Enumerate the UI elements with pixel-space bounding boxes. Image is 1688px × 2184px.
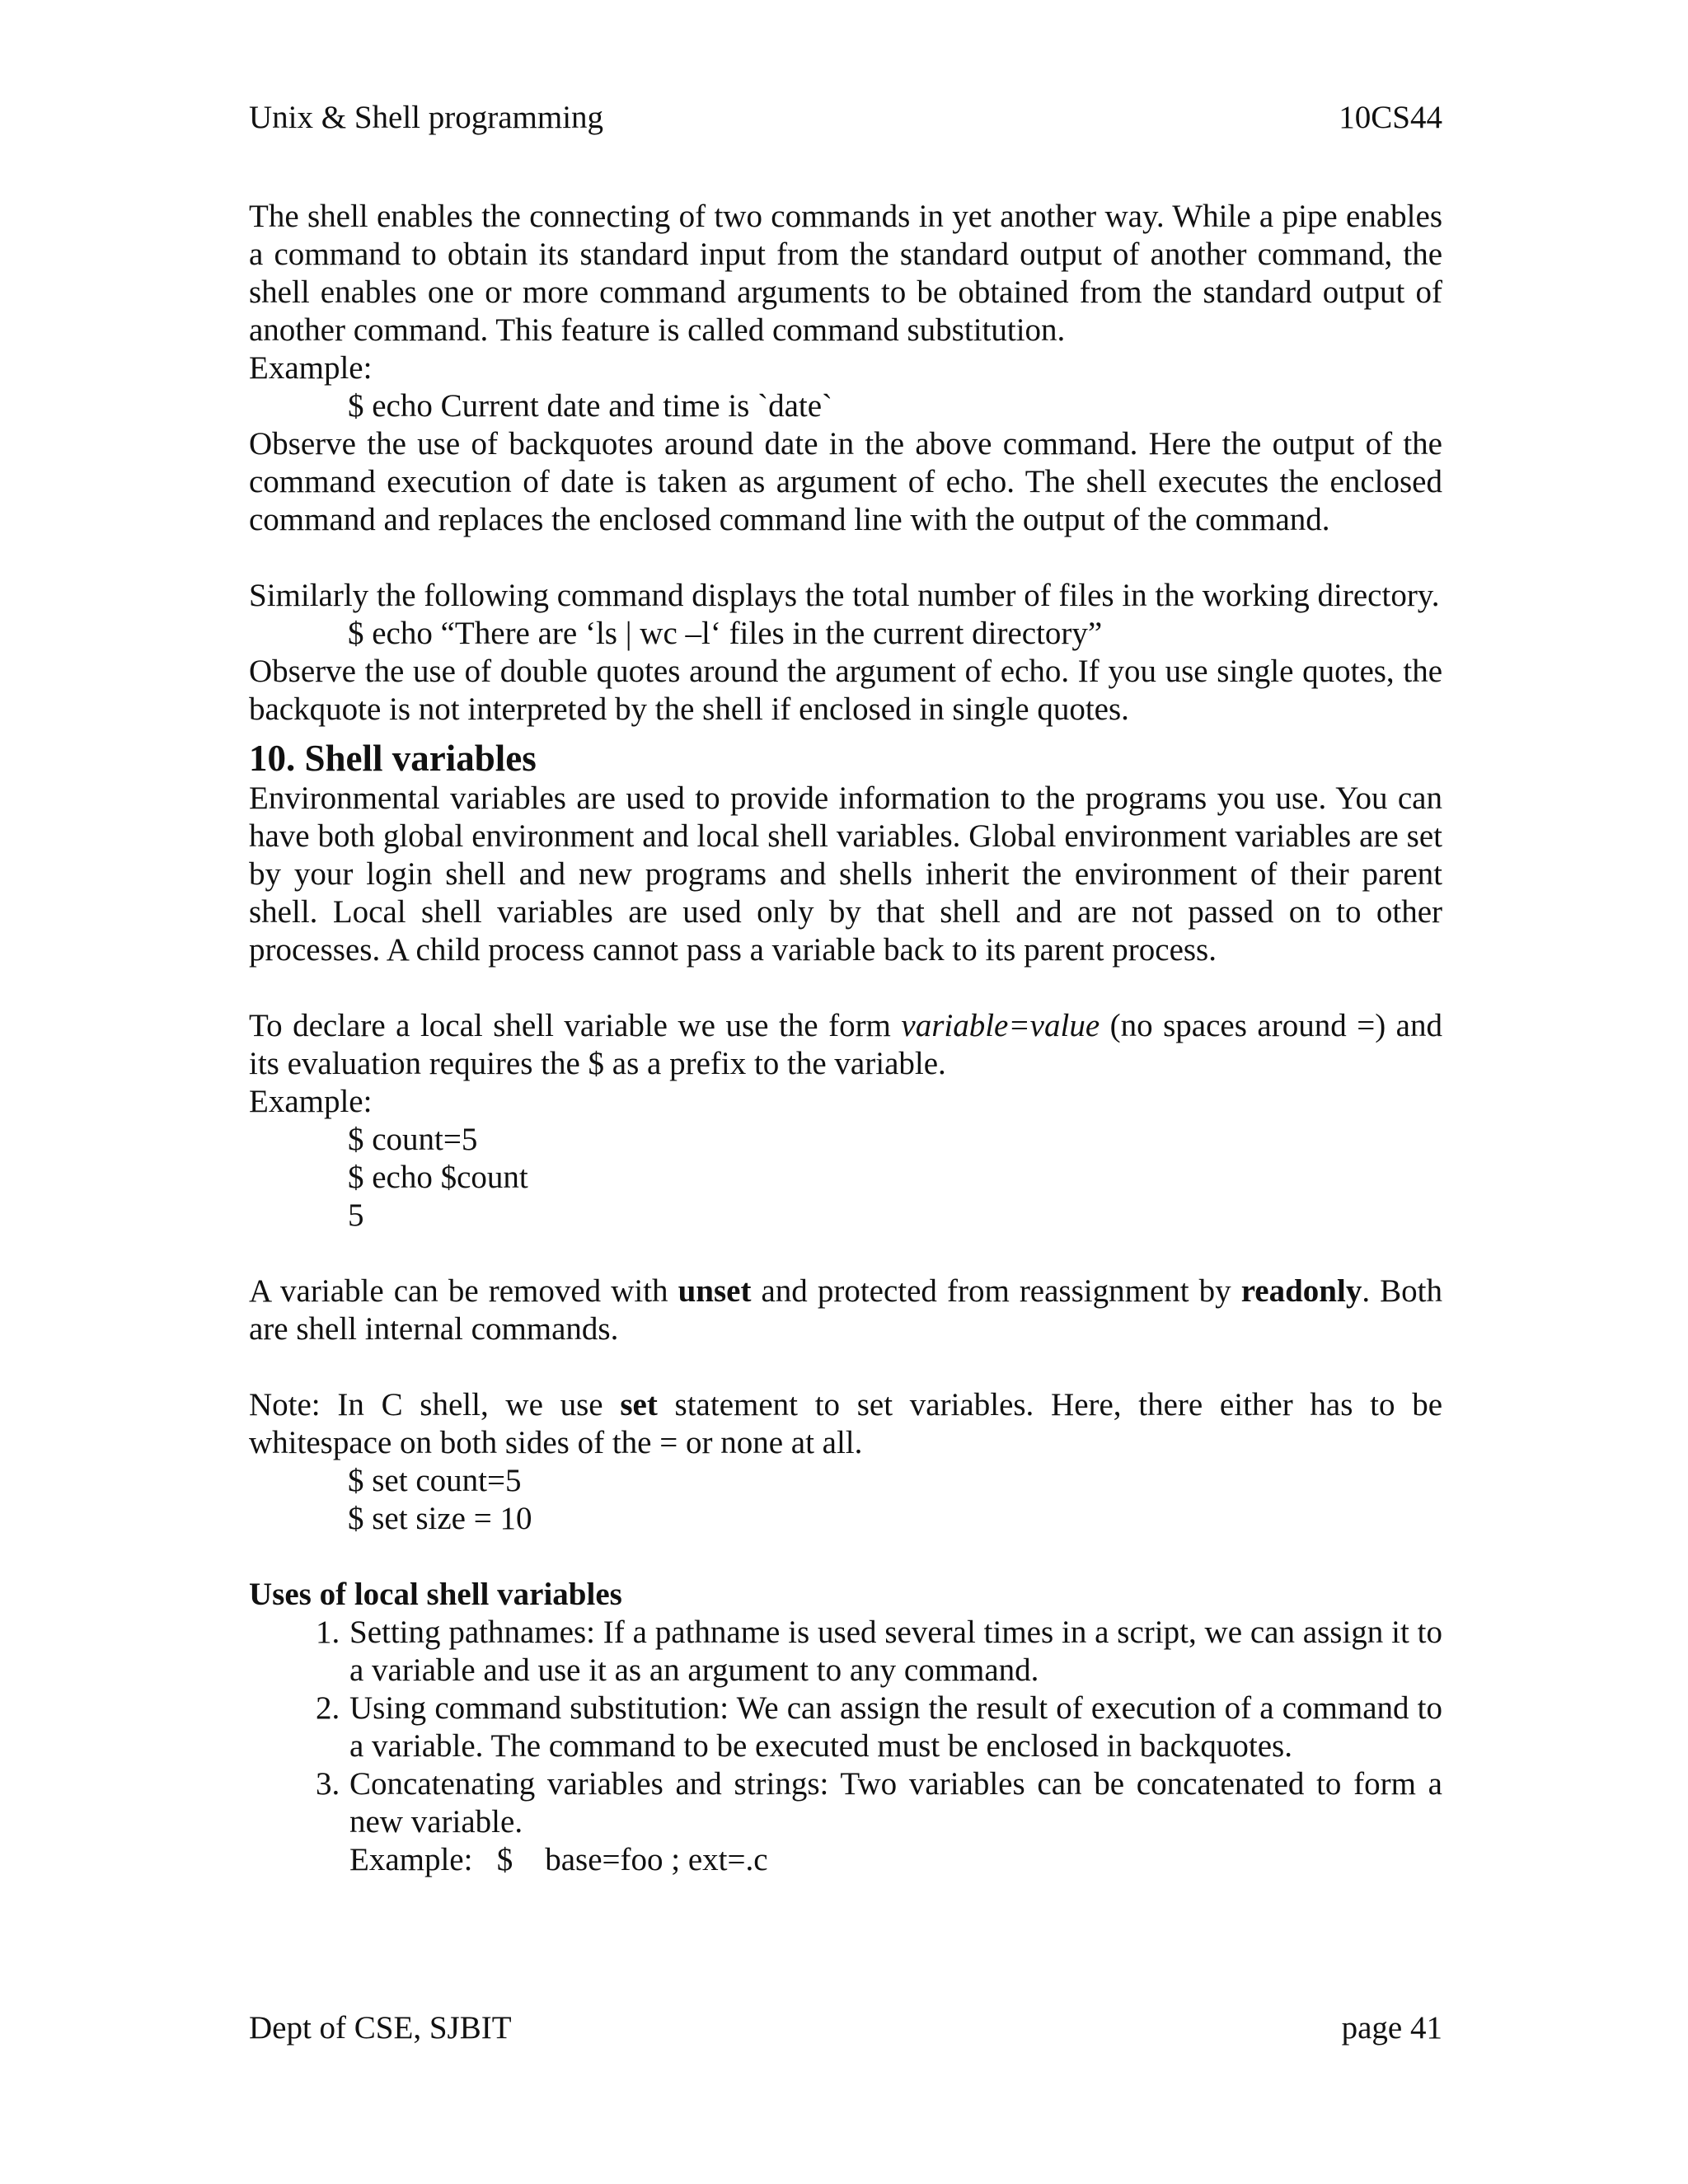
vars-p2-text-b: (no spaces around =) and its evaluation requires the $ as a prefix to the variable. [249, 1008, 1442, 1081]
header-title: Unix & Shell programming [249, 100, 604, 135]
page-footer [249, 2009, 1442, 2047]
example-line: $ echo $count [348, 1160, 528, 1195]
keyword-set: set [620, 1387, 658, 1422]
header-course-code: 10CS44 [1339, 100, 1442, 135]
command-echo-date: $ echo Current date and time is `date` [348, 388, 833, 424]
csh-line: $ set count=5 [348, 1463, 522, 1498]
section-heading-shell-variables: 10. Shell variables [249, 738, 537, 779]
footer-dept: Dept of CSE, SJBIT [249, 2010, 512, 2046]
vars-p2-italic: variable=value [901, 1008, 1100, 1043]
vars-paragraph-4 [249, 1386, 1442, 1462]
spacer [249, 1348, 1442, 1386]
list-item [348, 1765, 1442, 1879]
cmdsub-paragraph-2: Observe the use of backquotes around date in the above command. Here the output of the command execution of date is taken as argument of echo. The shell executes the enclosed command and replaces the enclosed command line with the output of the command. [249, 426, 1442, 537]
cmdsub-paragraph-3: Similarly the following command displays the total number of files in the working directory. [249, 578, 1440, 613]
spacer [249, 1235, 1442, 1272]
command-echo-ls-wc: $ echo “There are ‘ls | wc –l‘ files in the current directory” [348, 616, 1103, 651]
cmdsub-paragraph-1: The shell enables the connecting of two commands in yet another way. While a pipe enables a command to obtain its standard input from the standard output of another command, the shell enables one or more command arguments to be obtained from the standard output of another command. This feature is called command substitution. [249, 199, 1442, 348]
csh-line: $ set size = 10 [348, 1501, 532, 1536]
example-line: $ count=5 [348, 1122, 478, 1157]
concat-example-label: Example: [349, 1842, 473, 1877]
example-label: Example: [249, 350, 373, 386]
concat-example-cmd: base=foo ; ext=.c [545, 1842, 768, 1877]
spacer [249, 1538, 1442, 1576]
vars-paragraph-3 [249, 1272, 1442, 1348]
list-item-text: Concatenating variables and strings: Two variables can be concatenated to form a new variable. [349, 1766, 1442, 1840]
page-header [249, 99, 1442, 137]
vars-p4-text-a: Note: In C shell, we use [249, 1387, 621, 1422]
list-item: 2. Using command substitution: We can assign the result of execution of a command to a variable. The command to be executed must be enclosed in backquotes. [348, 1690, 1442, 1765]
concat-example [349, 1841, 1442, 1879]
spacer [249, 539, 1442, 577]
vars-p4-text-b: statement to set variables. Here, there either has to be whitespace on both sides of the = or none at all. [249, 1387, 1442, 1460]
vars-paragraph-2 [249, 1007, 1442, 1083]
example-label: Example: [249, 1084, 373, 1119]
cmdsub-paragraph-4: Observe the use of double quotes around the argument of echo. If you use single quotes, the backquote is not interpreted by the shell if enclosed in single quotes. [249, 654, 1442, 727]
keyword-unset: unset [678, 1273, 752, 1309]
uses-list [249, 1614, 1442, 1879]
list-item: 1. Setting pathnames: If a pathname is used several times in a script, we can assign it to a variable and use it as an argument to any command. [348, 1614, 1442, 1690]
vars-p2-text-a: To declare a local shell variable we use the form [249, 1008, 902, 1043]
vars-p3-text-b: and protected from reassignment by [751, 1273, 1241, 1309]
vars-p3-text-c: . Both are shell internal commands. [249, 1273, 1442, 1347]
vars-p3-text-a: A variable can be removed with [249, 1273, 678, 1309]
concat-example-prompt: $ [496, 1842, 513, 1877]
subheading-uses: Uses of local shell variables [249, 1577, 622, 1612]
page-body [249, 198, 1442, 1879]
example-line: 5 [348, 1197, 364, 1233]
vars-paragraph-1: Environmental variables are used to provide information to the programs you use. You can have both global environment and local shell variables. Global environment variables are set by your login shell and new programs and shells inherit the environment of their parent shell. Local shell variables are used only by that shell and are not passed on to other processes. A child process cannot pass a variable back to its parent process. [249, 780, 1442, 968]
footer-page-number: page 41 [1341, 2010, 1442, 2046]
keyword-readonly: readonly [1240, 1273, 1362, 1309]
spacer [249, 969, 1442, 1007]
